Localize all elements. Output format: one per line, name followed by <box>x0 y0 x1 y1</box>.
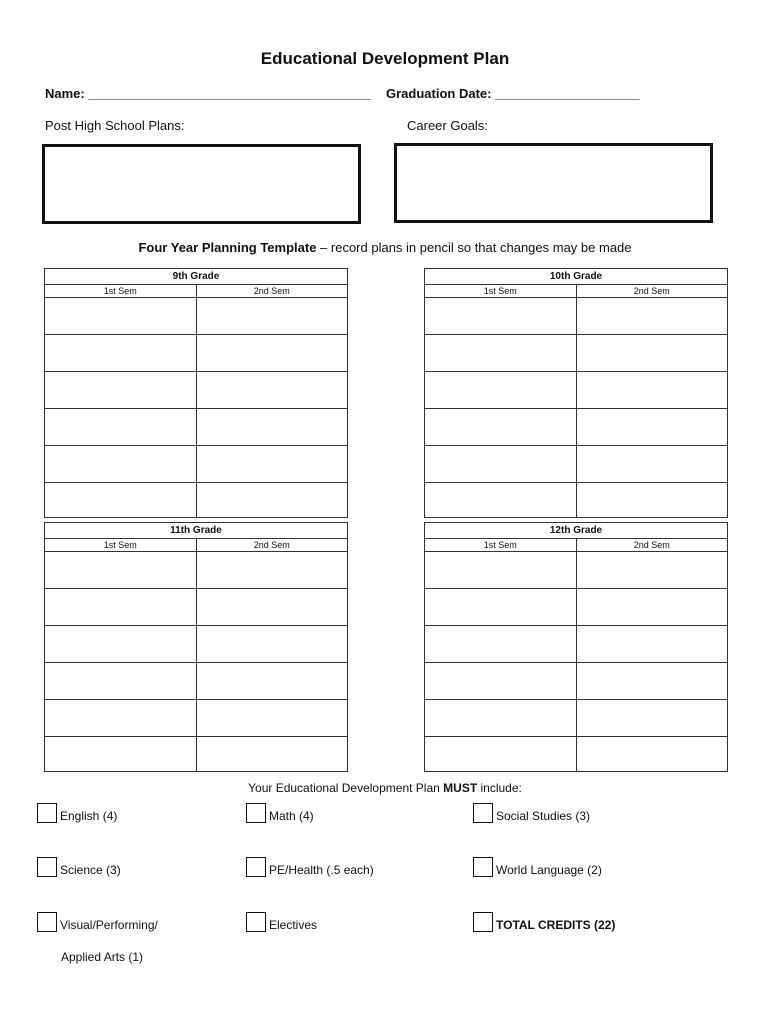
course-cell[interactable] <box>425 552 577 588</box>
course-cell[interactable] <box>425 663 577 699</box>
requirement-label: Math (4) <box>269 809 314 823</box>
grade-header: 11th Grade <box>45 523 347 539</box>
course-cell[interactable] <box>45 335 197 371</box>
requirement-label: PE/Health (.5 each) <box>269 863 374 877</box>
requirement-label: English (4) <box>60 809 118 823</box>
course-cell[interactable] <box>425 589 577 625</box>
grade-table-11th <box>44 522 348 772</box>
applied-arts-label: Applied Arts (1) <box>61 950 144 964</box>
grade-header: 10th Grade <box>425 269 727 285</box>
course-cell[interactable] <box>197 737 348 771</box>
checkbox[interactable] <box>473 803 493 823</box>
table-row <box>45 446 347 483</box>
course-cell[interactable] <box>197 409 348 445</box>
course-cell[interactable] <box>45 626 197 662</box>
course-cell[interactable] <box>577 737 728 771</box>
name-field[interactable]: Name: _______________________________________ <box>45 86 371 101</box>
requirement-label: Electives <box>269 918 318 932</box>
course-cell[interactable] <box>197 446 348 482</box>
course-cell[interactable] <box>45 589 197 625</box>
course-cell[interactable] <box>577 446 728 482</box>
course-cell[interactable] <box>45 298 197 334</box>
semester-header <box>425 285 727 298</box>
course-cell[interactable] <box>577 372 728 408</box>
checkbox[interactable] <box>37 857 57 877</box>
grade-header: 12th Grade <box>425 523 727 539</box>
course-cell[interactable] <box>425 409 577 445</box>
course-cell[interactable] <box>197 372 348 408</box>
requirement-science[interactable] <box>37 857 121 877</box>
course-cell[interactable] <box>45 737 197 771</box>
requirement-label: Visual/Performing/ <box>60 918 158 932</box>
requirement-electives[interactable] <box>246 912 317 932</box>
semester-header <box>45 539 347 552</box>
course-cell[interactable] <box>577 663 728 699</box>
course-cell[interactable] <box>577 552 728 588</box>
course-cell[interactable] <box>197 626 348 662</box>
course-cell[interactable] <box>425 700 577 736</box>
course-cell[interactable] <box>45 700 197 736</box>
career-goals-label: Career Goals: <box>407 118 488 133</box>
table-row <box>45 700 347 737</box>
semester-1-label: 1st Sem <box>425 539 577 551</box>
table-row <box>45 552 347 589</box>
course-cell[interactable] <box>197 298 348 334</box>
semester-2-label: 2nd Sem <box>633 540 670 550</box>
requirements-intro-must: MUST <box>443 781 478 795</box>
grade-table-9th <box>44 268 348 518</box>
table-row <box>45 298 347 335</box>
course-cell[interactable] <box>577 700 728 736</box>
course-cell[interactable] <box>425 483 577 517</box>
semester-1-label: 1st Sem <box>425 285 577 297</box>
requirement-social-studies[interactable] <box>473 803 590 823</box>
course-cell[interactable] <box>45 552 197 588</box>
course-cell[interactable] <box>425 372 577 408</box>
checkbox[interactable] <box>37 803 57 823</box>
semester-1-label: 1st Sem <box>45 285 197 297</box>
course-cell[interactable] <box>425 737 577 771</box>
table-row <box>425 335 727 372</box>
requirement-total-credits[interactable] <box>473 912 615 932</box>
checkbox[interactable] <box>37 912 57 932</box>
page-title: Educational Development Plan <box>260 49 510 68</box>
course-cell[interactable] <box>45 372 197 408</box>
course-cell[interactable] <box>45 446 197 482</box>
requirement-math[interactable] <box>246 803 314 823</box>
semester-2-label: 2nd Sem <box>633 286 670 296</box>
course-cell[interactable] <box>45 409 197 445</box>
career-goals-box[interactable] <box>394 143 713 223</box>
table-row <box>45 737 347 771</box>
checkbox[interactable] <box>246 912 266 932</box>
table-row <box>425 298 727 335</box>
table-row <box>425 409 727 446</box>
course-cell[interactable] <box>577 626 728 662</box>
course-cell[interactable] <box>425 626 577 662</box>
course-cell[interactable] <box>45 663 197 699</box>
checkbox[interactable] <box>246 803 266 823</box>
course-cell[interactable] <box>197 589 348 625</box>
table-row <box>45 626 347 663</box>
table-row <box>425 446 727 483</box>
semester-2-label: 2nd Sem <box>253 286 290 296</box>
course-cell[interactable] <box>577 298 728 334</box>
table-row <box>45 589 347 626</box>
grade-header: 9th Grade <box>45 269 347 285</box>
requirements-intro-end: include: <box>477 781 522 795</box>
course-cell[interactable] <box>197 552 348 588</box>
table-row <box>425 552 727 589</box>
course-cell[interactable] <box>577 335 728 371</box>
requirement-label: TOTAL CREDITS (22) <box>496 918 616 932</box>
table-row <box>45 663 347 700</box>
table-row <box>425 589 727 626</box>
checkbox[interactable] <box>473 912 493 932</box>
table-row <box>425 372 727 409</box>
course-cell[interactable] <box>197 700 348 736</box>
table-row <box>425 700 727 737</box>
semester-header <box>425 539 727 552</box>
table-row <box>425 663 727 700</box>
checkbox[interactable] <box>246 857 266 877</box>
requirements-intro <box>0 781 770 795</box>
course-cell[interactable] <box>425 298 577 334</box>
requirement-pe-health[interactable] <box>246 857 374 877</box>
semester-2-label: 2nd Sem <box>253 540 290 550</box>
requirement-label: Social Studies (3) <box>496 809 591 823</box>
course-cell[interactable] <box>45 483 197 517</box>
table-row <box>425 483 727 517</box>
course-cell[interactable] <box>577 483 728 517</box>
template-heading-note: – record plans in pencil so that changes may be made <box>316 240 632 255</box>
requirement-visual-performing-arts[interactable] <box>37 912 158 932</box>
template-heading-bold: Four Year Planning Template <box>138 240 317 255</box>
course-cell[interactable] <box>197 483 348 517</box>
course-cell[interactable] <box>197 663 348 699</box>
grade-table-12th <box>424 522 728 772</box>
requirement-english[interactable] <box>37 803 117 823</box>
semester-1-label: 1st Sem <box>45 539 197 551</box>
table-row <box>45 372 347 409</box>
table-row <box>45 483 347 517</box>
course-cell[interactable] <box>425 335 577 371</box>
grade-table-10th <box>424 268 728 518</box>
course-cell[interactable] <box>577 409 728 445</box>
post-high-school-plans-box[interactable] <box>42 144 361 224</box>
table-row <box>45 335 347 372</box>
requirement-label: World Language (2) <box>496 863 602 877</box>
requirement-label: Science (3) <box>60 863 121 877</box>
requirements-intro-start: Your Educational Development Plan <box>248 781 444 795</box>
course-cell[interactable] <box>577 589 728 625</box>
graduation-date-field[interactable]: Graduation Date: ____________________ <box>386 86 640 101</box>
table-row <box>425 626 727 663</box>
course-cell[interactable] <box>425 446 577 482</box>
table-row <box>425 737 727 771</box>
requirement-world-language[interactable] <box>473 857 602 877</box>
course-cell[interactable] <box>197 335 348 371</box>
semester-header <box>45 285 347 298</box>
planning-template-heading <box>0 240 770 255</box>
checkbox[interactable] <box>473 857 493 877</box>
table-row <box>45 409 347 446</box>
post-high-school-label: Post High School Plans: <box>45 118 185 133</box>
